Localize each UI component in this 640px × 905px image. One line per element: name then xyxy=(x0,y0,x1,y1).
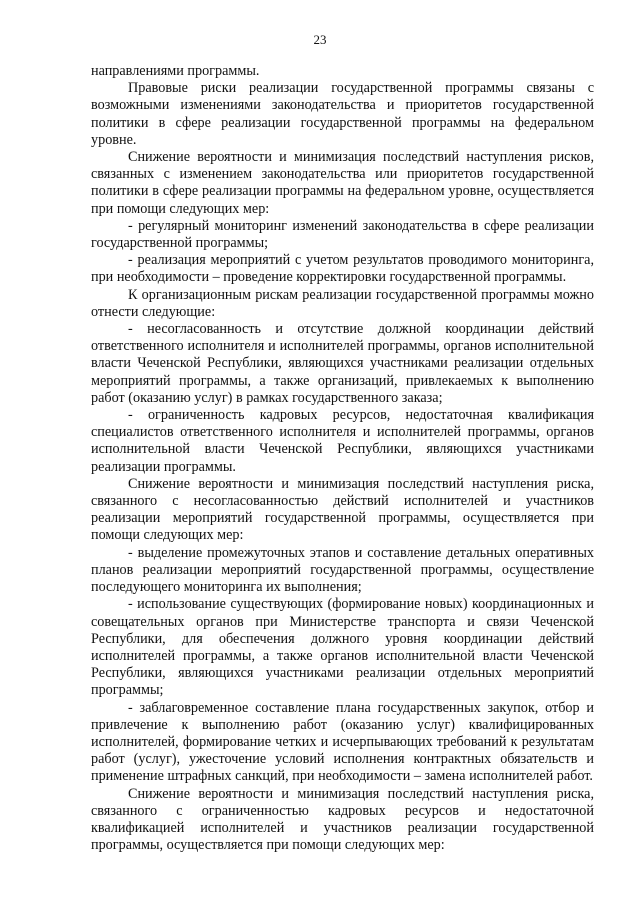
page-number: 23 xyxy=(313,32,327,47)
paragraph-staff-risk-mitigation: Снижение вероятности и минимизация последствий наступления риска, связанного с ограниченностью кадровых ресурсов и недостаточной квалификацией исполнителей и участников реализации государственной программы, осуществляется при помощи следующих мер: xyxy=(91,785,594,854)
list-item-interim-stages: - выделение промежуточных этапов и составление детальных оперативных планов реализации мероприятий государственной программы, осуществление последующего мониторинга их выполнения; xyxy=(91,544,594,596)
document-body xyxy=(91,63,594,854)
list-item-inconsistency: - несогласованность и отсутствие должной координации действий ответственного исполнителя и исполнителей программы, органов исполнительной власти Чеченской Республики, являющихся участниками реализации отдельных мероприятий программы, а также организаций, привлекаемых к выполнению работ (оказанию услуг) в рамках государственного заказа; xyxy=(91,321,594,406)
paragraph-inconsistency-mitigation: Снижение вероятности и минимизация последствий наступления риска, связанного с несогласованностью действий исполнителей и участников реализации мероприятий государственной программы, осуществляется при помощи следующих мер: xyxy=(91,475,594,544)
paragraph-continuation: направлениями программы. xyxy=(91,63,260,79)
list-item-monitoring: - регулярный мониторинг изменений законодательства в сфере реализации государственной программы; xyxy=(91,217,594,252)
list-item-corrections: - реализация мероприятий с учетом результатов проводимого мониторинга, при необходимости – проведение корректировки государственной программы. xyxy=(91,252,594,286)
paragraph-organizational-risks: К организационным рискам реализации государственной программы можно отнести следующие: xyxy=(91,286,594,320)
list-item-staff-limitation: - ограниченность кадровых ресурсов, недостаточная квалификация специалистов ответственного исполнителя и исполнителей программы, органов исполнительной власти Чеченской Республики, являющихся участниками реализации программы. xyxy=(91,407,594,475)
list-item-procurement-plan: - заблаговременное составление плана государственных закупок, отбор и привлечение к выполнению работ (оказанию услуг) квалифицированных исполнителей, формирование четких и исчерпывающих требований к результатам работ (услуг), ужесточение условий исполнения контрактных обязательств и применение штрафных санкций, при необходимости – замена исполнителей работ. xyxy=(91,699,594,785)
paragraph-legal-risk-mitigation: Снижение вероятности и минимизация последствий наступления рисков, связанных с изменением законодательства или приоритетов государственной политики в сфере реализации программы на федеральном уровне, осуществляется при помощи следующих мер: xyxy=(91,149,594,217)
list-item-coordination-bodies: - использование существующих (формирование новых) координационных и совещательных органов при Министерстве транспорта и связи Чеченской Республики, для обеспечения должного уровня координации действий исполнителей программы, а также органов исполнительной власти Чеченской Республики, являющихся участниками реализации отдельных мероприятий программы; xyxy=(91,596,594,699)
paragraph-legal-risks: Правовые риски реализации государственной программы связаны с возможными изменениями законодательства и приоритетов государственной политики в сфере реализации государственной программы на федеральном уровне. xyxy=(91,80,594,148)
